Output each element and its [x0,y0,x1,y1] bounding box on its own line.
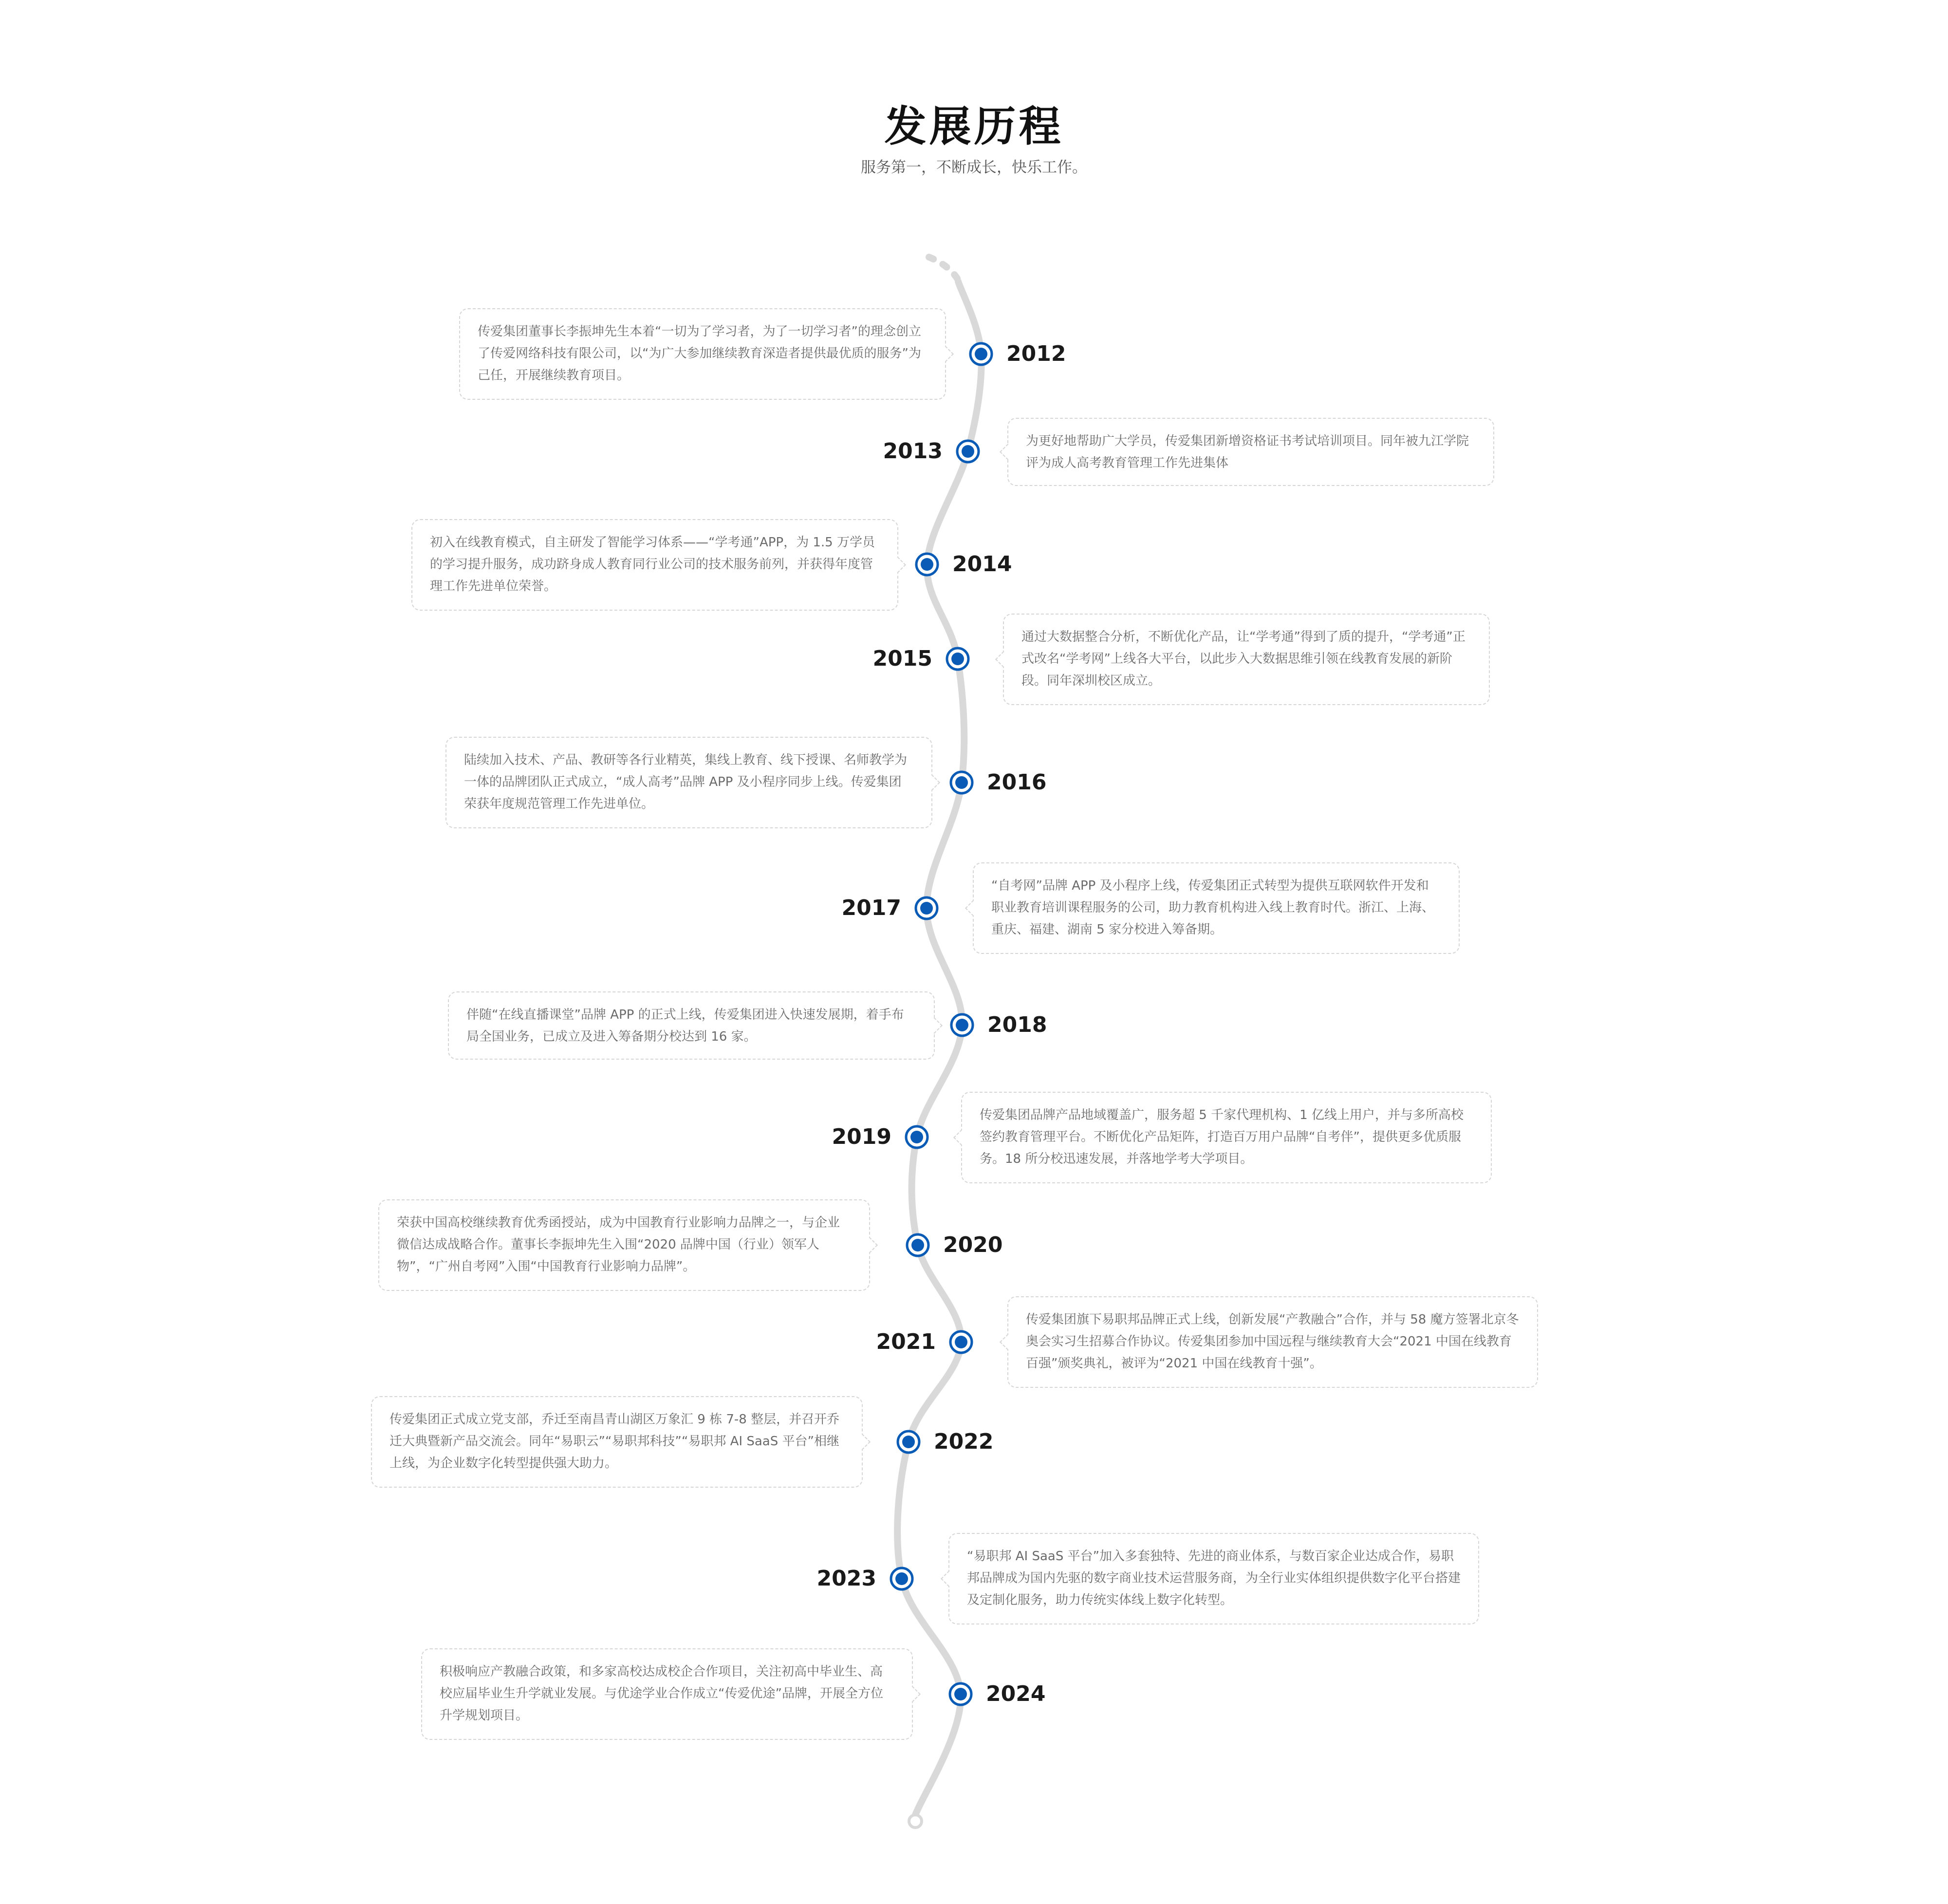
year-label-2016: 2016 [987,770,1047,795]
event-card-2024: 积极响应产教融合政策，和多家高校达成校企合作项目，关注初高中毕业生、高校应届毕业生升学就业发展。与优途学业合作成立“传爱优途”品牌，开展全方位升学规划项目。 [421,1648,913,1740]
timeline-node-dot-2015 [951,653,964,665]
timeline-node-dot-2023 [895,1572,908,1585]
year-label-2022: 2022 [934,1429,994,1454]
timeline-node-dot-2012 [975,348,987,360]
timeline-node-dot-2016 [955,776,968,789]
event-card-2021: 传爱集团旗下易职邦品牌正式上线，创新发展“产教融合”合作，并与 58 魔方签署北京冬奥会实习生招募合作协议。传爱集团参加中国远程与继续教育大会“2021 中国在线教育百强”颁奖典礼，被评为“2021 中国在线教育十强”。 [1007,1296,1538,1388]
event-card-2018: 伴随“在线直播课堂”品牌 APP 的正式上线，传爱集团进入快速发展期，着手布局全国业务，已成立及进入筹备期分校达到 16 家。 [448,991,935,1060]
event-card-2017: “自考网”品牌 APP 及小程序上线，传爱集团正式转型为提供互联网软件开发和职业教育培训课程服务的公司，助力教育机构进入线上教育时代。浙江、上海、重庆、福建、湖南 5 家分校进入筹备期。 [973,862,1460,954]
event-card-2022: 传爱集团正式成立党支部，乔迁至南昌青山湖区万象汇 9 栋 7-8 整层，并召开乔迁大典暨新产品交流会。同年“易职云”“易职邦科技”“易职邦 AI SaaS 平台”相继上线，为企业数字化转型提供强大助力。 [371,1396,863,1488]
event-card-2012: 传爱集团董事长李振坤先生本着“一切为了学习者，为了一切学习者”的理念创立了传爱网络科技有限公司，以“为广大参加继续教育深造者提供最优质的服务”为己任，开展继续教育项目。 [459,308,946,400]
year-label-2020: 2020 [943,1232,1003,1257]
year-label-2023: 2023 [816,1566,876,1591]
year-label-2019: 2019 [832,1124,891,1149]
timeline-node-dot-2013 [962,445,974,458]
event-card-2013: 为更好地帮助广大学员，传爱集团新增资格证书考试培训项目。同年被九江学院评为成人高考教育管理工作先进集体 [1007,418,1494,486]
year-label-2021: 2021 [876,1329,936,1354]
page-title: 发展历程 [884,102,1064,151]
event-card-2020: 荣获中国高校继续教育优秀函授站，成为中国教育行业影响力品牌之一，与企业微信达成战略合作。董事长李振坤先生入围“2020 品牌中国（行业）领军人物”，“广州自考网”入围“中国教育行业影响力品牌”。 [378,1199,870,1291]
timeline-node-dot-2019 [910,1131,923,1143]
timeline-node-dot-2017 [920,902,933,915]
timeline-node-dot-2024 [954,1688,967,1700]
timeline-node-dot-2020 [911,1239,924,1251]
event-card-2016: 陆续加入技术、产品、教研等各行业精英，集线上教育、线下授课、名师教学为一体的品牌团队正式成立，“成人高考”品牌 APP 及小程序同步上线。传爱集团荣获年度规范管理工作先进单位。 [445,737,932,828]
event-card-2019: 传爱集团品牌产品地域覆盖广，服务超 5 千家代理机构、1 亿线上用户，并与多所高校签约教育管理平台。不断优化产品矩阵，打造百万用户品牌“自考伴”，提供更多优质服务。18 所分校迅速发展，并落地学考大学项目。 [961,1092,1492,1183]
timeline-node-dot-2022 [902,1436,915,1448]
year-label-2013: 2013 [883,439,943,464]
timeline-node-dot-2014 [921,558,933,571]
year-label-2012: 2012 [1006,341,1066,366]
event-card-2014: 初入在线教育模式，自主研发了智能学习体系——“学考通”APP，为 1.5 万学员的学习提升服务，成功跻身成人教育同行业公司的技术服务前列，并获得年度管理工作先进单位荣誉。 [411,519,898,611]
year-label-2014: 2014 [952,552,1012,577]
year-label-2024: 2024 [986,1681,1046,1706]
timeline-node-dot-2018 [956,1019,968,1031]
year-label-2015: 2015 [872,646,932,671]
page-subtitle: 服务第一，不断成长，快乐工作。 [861,159,1087,176]
year-label-2018: 2018 [987,1012,1047,1037]
year-label-2017: 2017 [841,896,901,920]
timeline-end-circle [909,1815,922,1828]
timeline-dashed-start [929,257,958,280]
event-card-2023: “易职邦 AI SaaS 平台”加入多套独特、先进的商业体系，与数百家企业达成合作，易职邦品牌成为国内先驱的数字商业技术运营服务商，为全行业实体组织提供数字化平台搭建及定制化服务，助力传统实体线上数字化转型。 [948,1533,1479,1624]
event-card-2015: 通过大数据整合分析，不断优化产品，让“学考通”得到了质的提升，“学考通”正式改名“学考网”上线各大平台，以此步入大数据思维引领在线教育发展的新阶段。同年深圳校区成立。 [1003,614,1490,705]
timeline-node-dot-2021 [955,1336,967,1348]
